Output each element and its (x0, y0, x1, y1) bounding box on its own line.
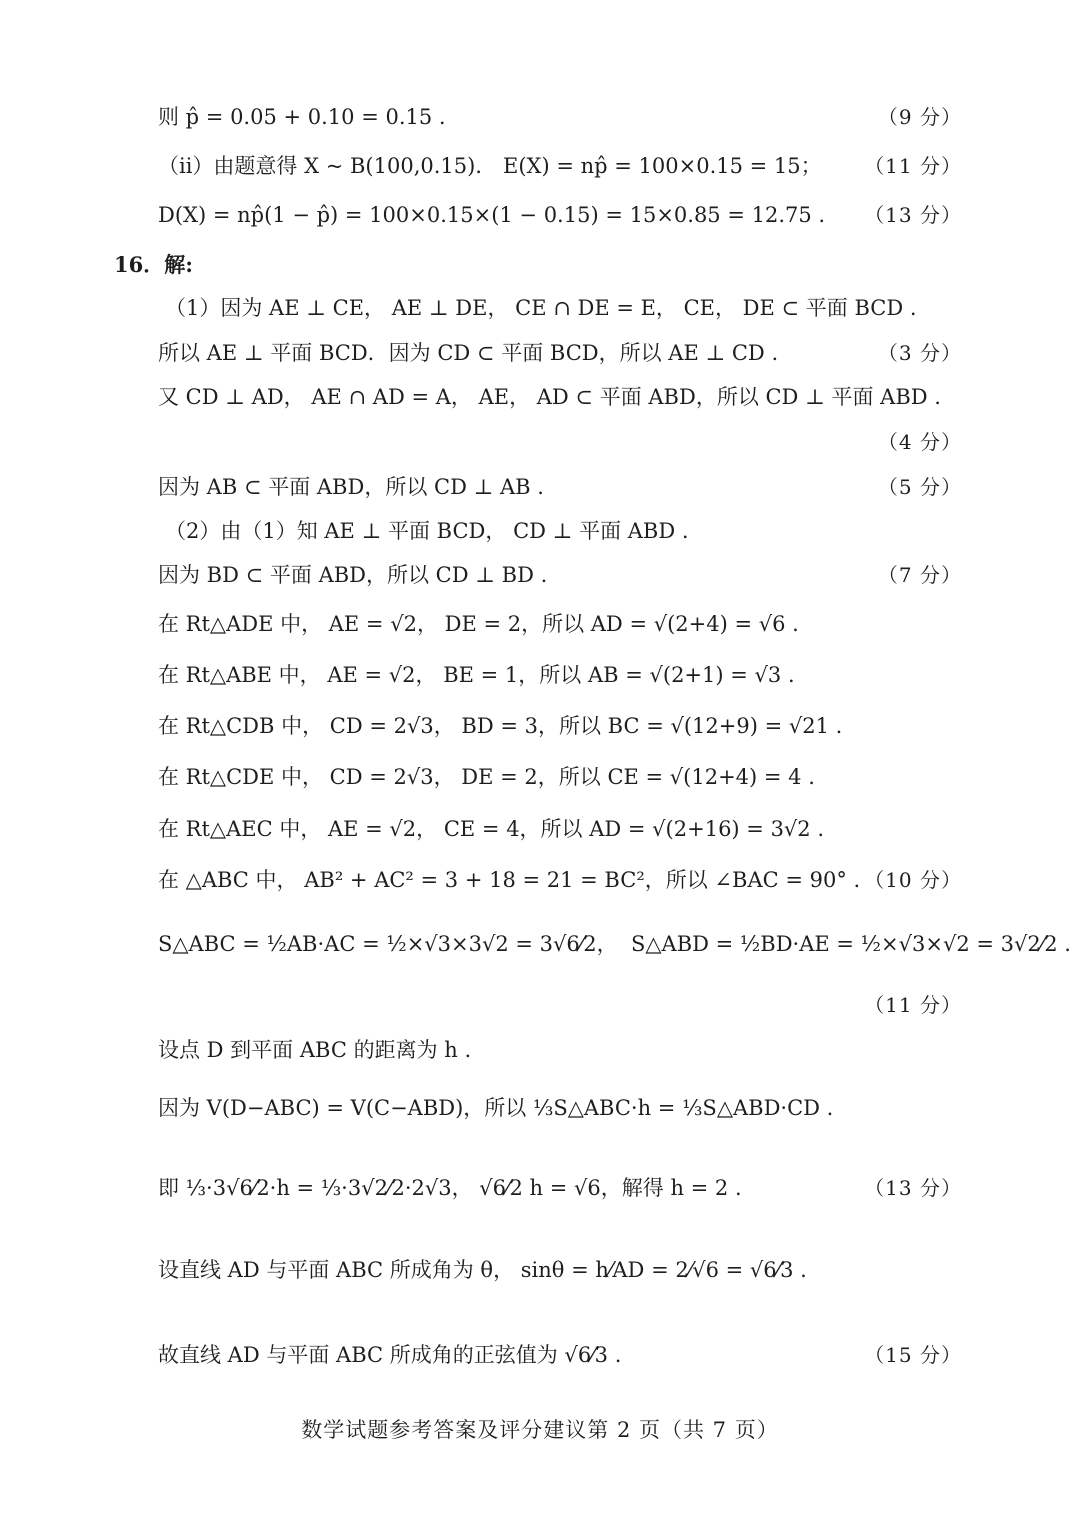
line-text: 故直线 AD 与平面 ABC 所成角的正弦值为 √6⁄3 . (158, 1343, 622, 1367)
line-text: 因为 BD ⊂ 平面 ABD，所以 CD ⊥ BD . (158, 563, 548, 587)
line-text: 在 Rt△CDB 中， CD = 2√3， BD = 3，所以 BC = √(12+9) = √21 . (158, 714, 843, 738)
line-14 (158, 763, 962, 791)
line-text: 设点 D 到平面 ABC 的距离为 h . (158, 1038, 472, 1062)
line-text: （ⅱ）由题意得 X ~ B(100,0.15)． E(X) = np̂ = 100×0.15 = 15； (158, 154, 822, 178)
line-text: （1）因为 AE ⊥ CE， AE ⊥ DE， CE ∩ DE = E， CE， DE ⊂ 平面 BCD . (165, 296, 917, 320)
score-mark: （15 分） (864, 1343, 962, 1367)
score-mark: （9 分） (877, 105, 962, 129)
line-9 (165, 517, 962, 545)
line-text: （2）由（1）知 AE ⊥ 平面 BCD， CD ⊥ 平面 ABD . (165, 519, 689, 543)
line-5 (158, 339, 962, 367)
score-mark: （5 分） (877, 475, 962, 499)
line-text: 因为 V(D−ABC) = V(C−ABD)，所以 ⅓S△ABC·h = ⅓S△ABD·CD . (158, 1096, 834, 1120)
line-15 (158, 815, 962, 843)
line-text: 设直线 AD 与平面 ABC 所成角为 θ， sinθ = h⁄AD = 2⁄√6 = √6⁄3 . (158, 1258, 807, 1282)
line-21 (158, 1174, 962, 1202)
line-12 (158, 661, 962, 689)
line-13 (158, 712, 962, 740)
score-mark: （11 分） (864, 993, 962, 1017)
line-20 (158, 1094, 962, 1122)
question-number: 16．解: (114, 252, 193, 277)
line-text: S△ABC = ½AB·AC = ½×√3×3√2 = 3√6⁄2， S△ABD = ½BD·AE = ½×√3×√2 = 3√2⁄2 . (158, 932, 1071, 956)
score-mark: （7 分） (877, 563, 962, 587)
line-text: 在 △ABC 中， AB² + AC² = 3 + 18 = 21 = BC²，所以 ∠BAC = 90° . (158, 868, 861, 892)
line-2 (158, 152, 962, 180)
page-footer: 数学试题参考答案及评分建议第 2 页（共 7 页） (301, 1418, 779, 1442)
line-17 (158, 930, 1071, 958)
line-text: D(X) = np̂(1 − p̂) = 100×0.15×(1 − 0.15) = 15×0.85 = 12.75 . (158, 203, 826, 227)
score-mark: （13 分） (864, 203, 962, 227)
line-text: 在 Rt△ABE 中， AE = √2， BE = 1，所以 AB = √(2+1) = √3 . (158, 663, 795, 687)
line-text: 又 CD ⊥ AD， AE ∩ AD = A， AE， AD ⊂ 平面 ABD，所以 CD ⊥ 平面 ABD . (158, 385, 941, 409)
line-3 (158, 201, 962, 229)
line-text: 因为 AB ⊂ 平面 ABD，所以 CD ⊥ AB . (158, 475, 544, 499)
line-text: 则 p̂ = 0.05 + 0.10 = 0.15 . (158, 105, 446, 129)
line-6 (158, 383, 962, 411)
line-10 (158, 561, 962, 589)
line-text: 在 Rt△AEC 中， AE = √2， CE = 4，所以 AD = √(2+16) = 3√2 . (158, 817, 825, 841)
score-mark: （3 分） (877, 341, 962, 365)
line-4 (165, 294, 962, 322)
line-text: 即 ⅓·3√6⁄2·h = ⅓·3√2⁄2·2√3， √6⁄2 h = √6，解得 h = 2 . (158, 1176, 742, 1200)
score-mark: （11 分） (864, 154, 962, 178)
line-text: 在 Rt△CDE 中， CD = 2√3， DE = 2，所以 CE = √(12+4) = 4 . (158, 765, 815, 789)
score-mark: （4 分） (877, 430, 962, 454)
line-text: 在 Rt△ADE 中， AE = √2， DE = 2，所以 AD = √(2+4) = √6 . (158, 612, 799, 636)
line-16 (158, 866, 962, 894)
line-1 (158, 103, 962, 131)
line-text: 所以 AE ⊥ 平面 BCD．因为 CD ⊂ 平面 BCD，所以 AE ⊥ CD . (158, 341, 779, 365)
line-11 (158, 610, 962, 638)
line-23 (158, 1341, 962, 1369)
score-mark: （13 分） (864, 1176, 962, 1200)
line-19 (158, 1036, 962, 1064)
score-mark: （10 分） (864, 868, 962, 892)
line-8 (158, 473, 962, 501)
line-22 (158, 1256, 962, 1284)
